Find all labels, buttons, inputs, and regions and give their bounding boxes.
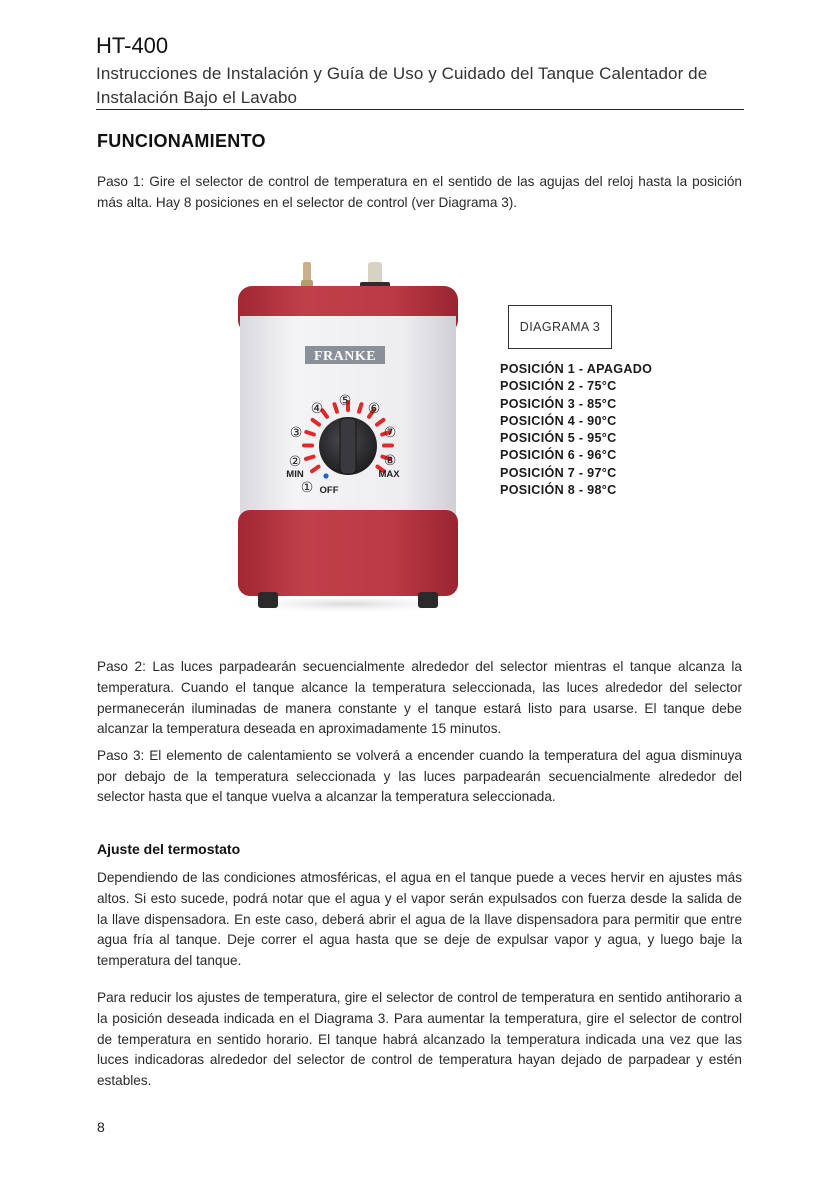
bottom-band (238, 510, 458, 596)
led-segment (335, 404, 337, 412)
led-segment (359, 404, 361, 412)
foot-right (418, 592, 438, 608)
heater-tank-image (212, 254, 484, 614)
dial-off-label: OFF (319, 485, 339, 496)
thermostat-heading: Ajuste del termostato (97, 841, 241, 857)
inlet-pipes (301, 262, 390, 288)
off-indicator-dot (323, 473, 328, 478)
section-title: FUNCIONAMIENTO (97, 131, 266, 151)
dial-max-label: MAX (378, 469, 400, 480)
foot-left (258, 592, 278, 608)
dial-number-3: ③ (289, 425, 303, 441)
dial-grip (340, 418, 356, 474)
model-title: HT-400 (96, 33, 169, 58)
dial-number-4: ④ (310, 401, 324, 417)
position-item: POSICIÓN 6 - 96°C (500, 448, 617, 463)
position-item: POSICIÓN 1 - APAGADO (500, 362, 653, 376)
thermostat-paragraph-2: Para reducir los ajustes de temperatura, gire el selector de control de temperatura en sentido antihorario a la posición deseada indicada en el Diagrama 3. Para aumentar la temperatura, gire el selector de control de temperatura en sentido horario. El tanque habrá alcanzado la temperatura indicada una vez que las luces indicadoras alrededor del selector de control de temperatura hayan dejado de parpadear y estén estables. (97, 990, 742, 1089)
header-divider (96, 109, 744, 110)
dial-number-8: ⑧ (383, 453, 397, 469)
brand-logo: FRANKE (313, 349, 377, 364)
document-subtitle: Instrucciones de Instalación y Guía de Uso y Cuidado del Tanque Calentador de Instalación Bajo el Lavabo (96, 64, 708, 107)
position-list (500, 361, 652, 499)
position-item: POSICIÓN 4 - 90°C (500, 413, 617, 428)
step-3-text: Paso 3: El elemento de calentamiento se volverá a encender cuando la temperatura del agua disminuya por debajo de la temperatura seleccionada y las luces parpadearán secuencialmente alrededor del selector hasta que el tanque vuelva a alcanzar la temperatura seleccionada. (97, 748, 742, 805)
position-item: POSICIÓN 5 - 95°C (500, 431, 617, 446)
dial-min-label: MIN (286, 469, 304, 480)
page-number: 8 (97, 1119, 105, 1135)
step-1-text: Paso 1: Gire el selector de control de temperatura en el sentido de las agujas del reloj hasta la posición más alta. Hay 8 posiciones en el selector de control (ver Diagrama 3). (97, 174, 742, 210)
led-segment (306, 432, 314, 435)
led-segment (306, 457, 314, 459)
position-item: POSICIÓN 2 - 75°C (500, 379, 617, 394)
step-2-text: Paso 2: Las luces parpadearán secuencialmente alrededor del selector mientras el tanque alcanza la temperatura. Cuando el tanque alcance la temperatura seleccionada, las luces alrededor del selector permanecerán iluminadas de manera constante y el tanque estará listo para usarse. El tanque debe alcanzar la temperatura deseada en aproximadamente 15 minutos. (97, 659, 742, 737)
diagram-label-box: DIAGRAMA 3 (508, 305, 612, 349)
dial-number-1: ① (300, 480, 314, 496)
thermostat-paragraph-1: Dependiendo de las condiciones atmosféricas, el agua en el tanque puede a veces hervir en ajustes más altos. Si esto sucede, podrá notar que el agua y el vapor serán expulsados con fuerza desde la salida de la llave dispensadora. En este caso, deberá abrir el agua de la llave dispensadora para permitir que entre agua fría al tanque. Deje correr el agua hasta que se deje de expulsar vapor y agua, y luego baje la temperatura del tanque. (97, 870, 742, 969)
dial-number-6: ⑥ (367, 401, 381, 417)
dial-number-7: ⑦ (383, 425, 397, 441)
position-item: POSICIÓN 3 - 85°C (500, 396, 617, 411)
position-item: POSICIÓN 8 - 98°C (500, 483, 617, 498)
dial-number-2: ② (288, 454, 302, 470)
dial-number-5: ⑤ (338, 393, 352, 409)
floor-shadow (218, 594, 478, 614)
position-item: POSICIÓN 7 - 97°C (500, 465, 617, 480)
